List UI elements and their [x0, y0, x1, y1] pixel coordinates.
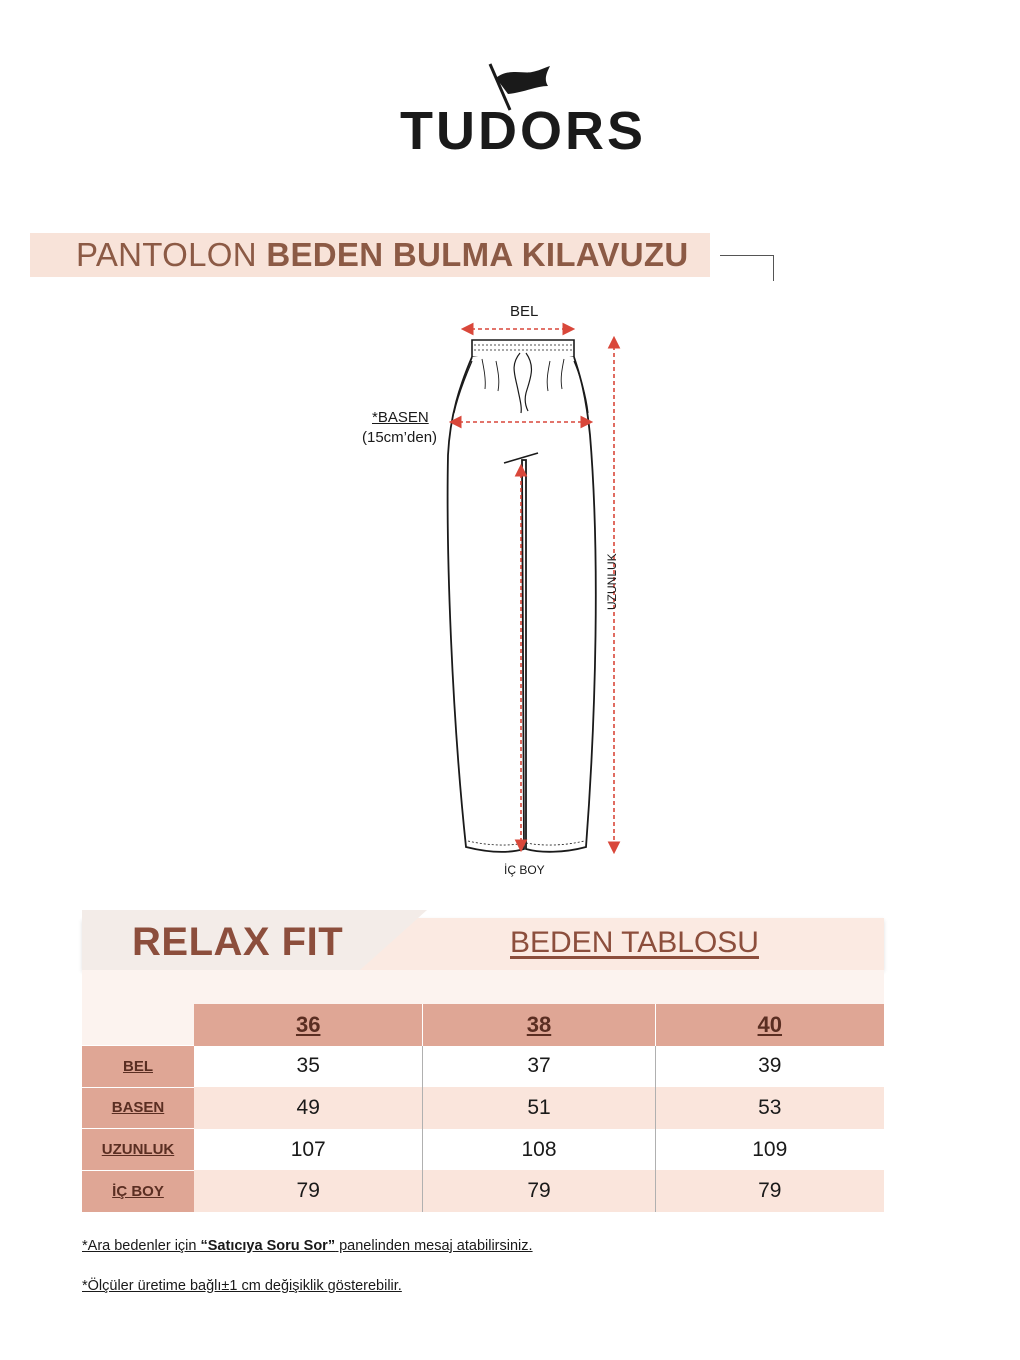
table-corner: [82, 1004, 194, 1046]
trousers-illustration: [350, 295, 670, 885]
note1-bold: “Satıcıya Soru Sor”: [200, 1238, 336, 1254]
table-cell: 37: [423, 1046, 655, 1088]
table-cell: 109: [655, 1129, 884, 1171]
row-label-basen: BASEN: [82, 1087, 194, 1129]
table-cell: 79: [194, 1170, 423, 1212]
row-label-ic-boy: İÇ BOY: [82, 1170, 194, 1212]
table-cell: 51: [423, 1087, 655, 1129]
table-top-spacer: [82, 970, 884, 1005]
label-basen-note: (15cm’den): [362, 429, 438, 446]
row-label-uzunluk: UZUNLUK: [82, 1129, 194, 1171]
note-measurement-tolerance: *Ölçüler üretime bağlı±1 cm değişiklik gösterebilir.: [82, 1278, 402, 1294]
table-row-uzunluk: [82, 1129, 884, 1171]
label-bel: BEL: [510, 303, 539, 320]
table-cell: 49: [194, 1087, 423, 1129]
size-header-36: 36: [194, 1004, 423, 1046]
row-label-bel: BEL: [82, 1046, 194, 1088]
table-cell: 35: [194, 1046, 423, 1088]
label-basen: *BASEN: [372, 409, 429, 426]
title-light: PANTOLON: [76, 236, 267, 273]
brand-logo: [390, 60, 646, 161]
table-cell: 107: [194, 1129, 423, 1171]
label-ic-boy: İÇ BOY: [504, 863, 545, 877]
page-title: [76, 236, 689, 274]
size-header-40: 40: [655, 1004, 884, 1046]
table-row-basen: [82, 1087, 884, 1129]
size-table-title: BEDEN TABLOSU: [510, 926, 759, 959]
size-header-row: [82, 1004, 884, 1046]
brand-name: TUDORS: [400, 101, 646, 161]
title-bold: BEDEN BULMA KILAVUZU: [266, 236, 689, 273]
corner-decoration: [720, 255, 774, 281]
table-cell: 79: [423, 1170, 655, 1212]
table-cell: 79: [655, 1170, 884, 1212]
table-cell: 108: [423, 1129, 655, 1171]
size-header-38: 38: [423, 1004, 655, 1046]
trousers-diagram: [350, 295, 670, 885]
note-other-sizes: [82, 1238, 533, 1254]
note1-post: panelinden mesaj atabilirsiniz.: [335, 1238, 533, 1254]
table-cell: 39: [655, 1046, 884, 1088]
fit-title: RELAX FIT: [132, 920, 344, 964]
table-cell: 53: [655, 1087, 884, 1129]
table-row-bel: [82, 1046, 884, 1088]
label-uzunluk: UZUNLUK: [605, 553, 619, 610]
size-table: [82, 1004, 884, 1212]
table-row-ic-boy: [82, 1170, 884, 1212]
note1-pre: *Ara bedenler için: [82, 1238, 201, 1254]
